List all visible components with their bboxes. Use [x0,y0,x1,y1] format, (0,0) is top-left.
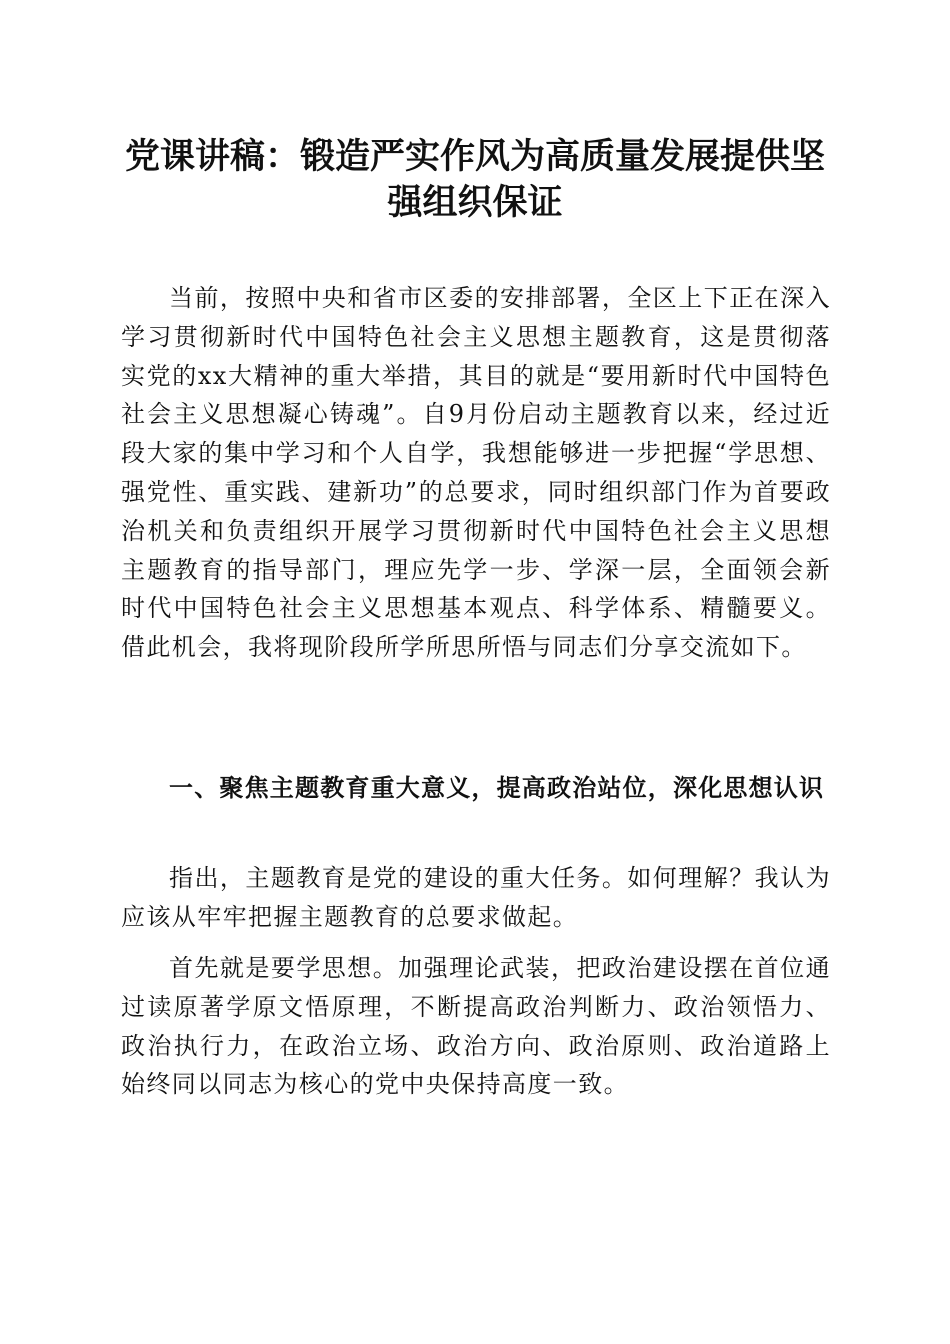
title-line-1: 党课讲稿：锻造严实作风为高质量发展提供坚 [124,136,825,177]
title-line-2: 强组织保证 [387,182,563,223]
document-title [100,134,850,226]
section-heading-1: 一、聚焦主题教育重大意义，提高政治站位，深化思想认识 [169,774,825,802]
section-paragraph-1: 指出，主题教育是党的建设的重大任务。如何理解？我认为应该从牢牢把握主题教育的总要求做起。 [121,864,831,931]
section-paragraph-2: 首先就是要学思想。加强理论武装，把政治建设摆在首位通过读原著学原文悟原理，不断提高政治判断力、政治领悟力、政治执行力，在政治立场、政治方向、政治原则、政治道路上始终同以同志为核心的党中央保持高度一致。 [121,954,831,1099]
intro-paragraph: 当前，按照中央和省市区委的安排部署，全区上下正在深入学习贯彻新时代中国特色社会主义思想主题教育，这是贯彻落实党的xx大精神的重大举措，其目的就是“要用新时代中国特色社会主义思想凝心铸魂”。自9月份启动主题教育以来，经过近段大家的集中学习和个人自学，我想能够进一步把握“学思想、强党性、重实践、建新功”的总要求，同时组织部门作为首要政治机关和负责组织开展学习贯彻新时代中国特色社会主义思想主题教育的指导部门，理应先学一步、学深一层，全面领会新时代中国特色社会主义思想基本观点、科学体系、精髓要义。借此机会，我将现阶段所学所思所悟与同志们分享交流如下。 [121,284,831,662]
